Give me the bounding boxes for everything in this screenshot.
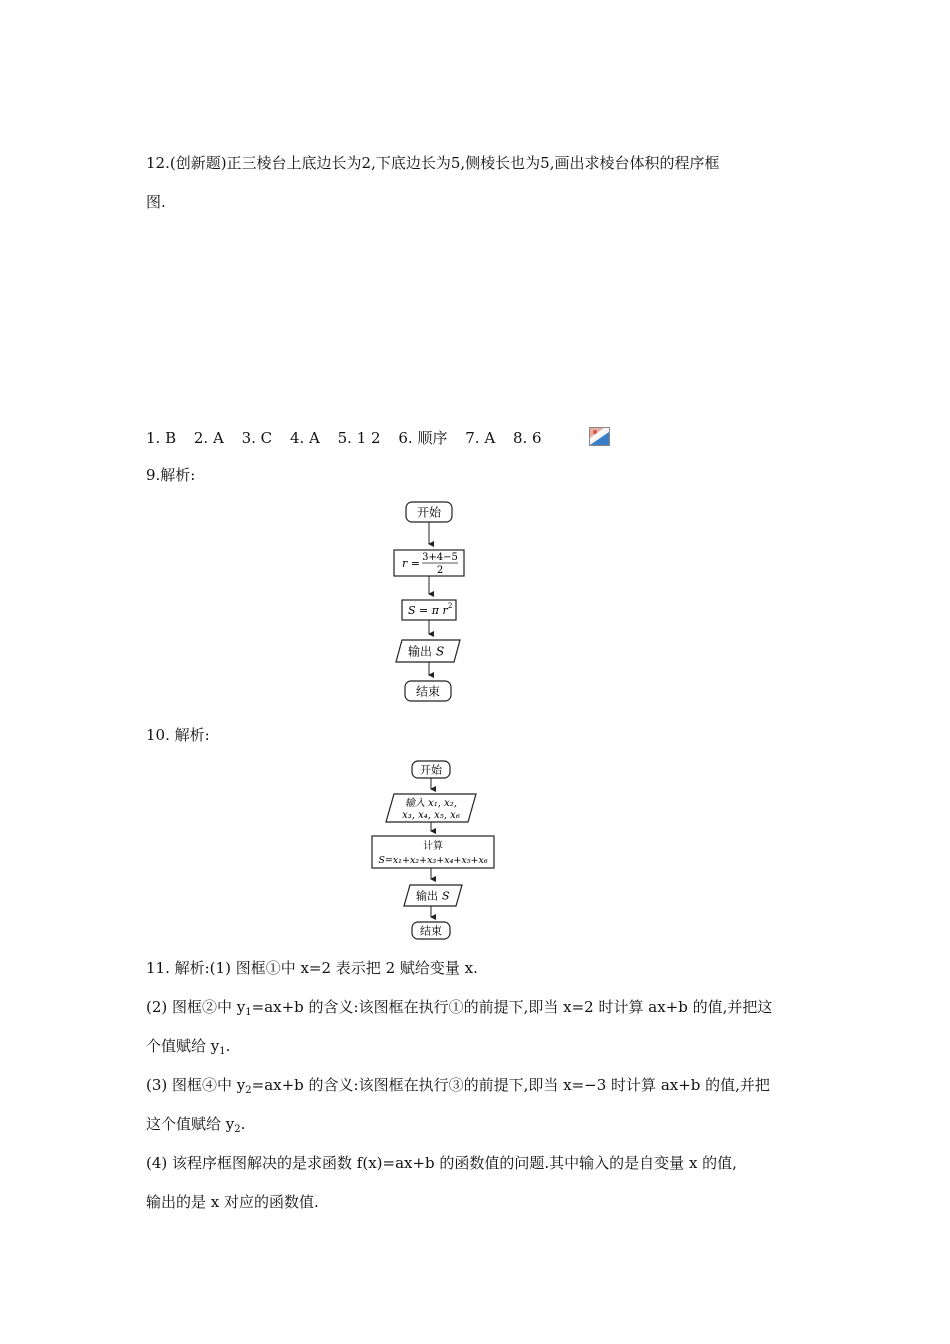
s11-p2-a: (2) 图框②中 y: [146, 998, 246, 1016]
answer-4: 4. A: [289, 429, 320, 447]
s11-p1: 11. 解析:(1) 图框①中 x=2 表示把 2 赋给变量 x.: [146, 959, 478, 977]
s11-p2c-sub: 1: [219, 1046, 226, 1057]
flowchart-10: [366, 756, 500, 946]
s11-p5: 输出的是 x 对应的函数值.: [146, 1193, 319, 1211]
start-label: 开始: [420, 763, 442, 777]
s11-p2-cont: [146, 1036, 230, 1056]
s-exponent: 2: [448, 602, 453, 610]
broken-image-icon: [589, 427, 610, 446]
s11-p2c-b: .: [225, 1037, 231, 1055]
s11-p3-sub: 2: [245, 1085, 252, 1096]
end-label: 结束: [415, 684, 441, 699]
output-label: 输出: [408, 644, 433, 659]
answer-1: 1. B: [146, 429, 177, 447]
s9-heading: 9.解析:: [146, 466, 196, 484]
start-label: 开始: [416, 505, 442, 520]
answer-7: 7. A: [465, 429, 496, 447]
input-line2: x₃, x₄, x₅, x₆: [402, 810, 460, 821]
answer-6: 6. 顺序: [398, 429, 448, 447]
q12-line1: 12.(创新题)正三棱台上底边长为2,下底边长为5,侧棱长也为5,画出求棱台体积的程序框: [146, 154, 720, 172]
r-numerator: 3+4−5: [422, 552, 458, 563]
s11-p2c-a: 个值赋给 y: [146, 1037, 220, 1055]
output-var: S: [442, 889, 450, 903]
end-label: 结束: [420, 924, 442, 938]
s11-p3-a: (3) 图框④中 y: [146, 1076, 246, 1094]
s11-p2-sub: 1: [245, 1007, 252, 1018]
answer-5: 5. 1 2: [337, 429, 381, 447]
input-line1: 输入 x₁, x₂,: [404, 798, 458, 809]
s11-p3-cont: [146, 1114, 245, 1134]
calc-title: 计算: [423, 841, 443, 852]
s10-heading: 10. 解析:: [146, 726, 210, 744]
s11-p3: [146, 1075, 770, 1095]
calc-formula: S=x₁+x₂+x₃+x₄+x₅+x₆: [378, 855, 488, 866]
s11-p3-b: =ax+b 的含义:该图框在执行③的前提下,即当 x=−3 时计算 ax+b 的值,并把: [251, 1076, 770, 1094]
s11-p2: [146, 997, 772, 1017]
s11-p3c-b: .: [240, 1115, 246, 1133]
s-formula: S = π r: [408, 604, 448, 617]
q12-line2: 图.: [146, 193, 166, 211]
s11-p3c-sub: 2: [234, 1124, 241, 1135]
flowchart-9: [380, 495, 480, 705]
output-label: 输出: [416, 889, 438, 903]
output-var: S: [436, 644, 445, 659]
answer-key: [146, 428, 555, 448]
r-lhs: r =: [402, 557, 420, 570]
answer-8: 8. 6: [512, 429, 542, 447]
s11-p4: (4) 该程序框图解决的是求函数 f(x)=ax+b 的函数值的问题.其中输入的是自变量 x 的值,: [146, 1154, 737, 1172]
s11-p2-b: =ax+b 的含义:该图框在执行①的前提下,即当 x=2 时计算 ax+b 的值,并把这: [251, 998, 773, 1016]
s11-p3c-a: 这个值赋给 y: [146, 1115, 235, 1133]
r-denominator: 2: [436, 565, 444, 576]
answer-2: 2. A: [193, 429, 224, 447]
answer-3: 3. C: [241, 429, 273, 447]
